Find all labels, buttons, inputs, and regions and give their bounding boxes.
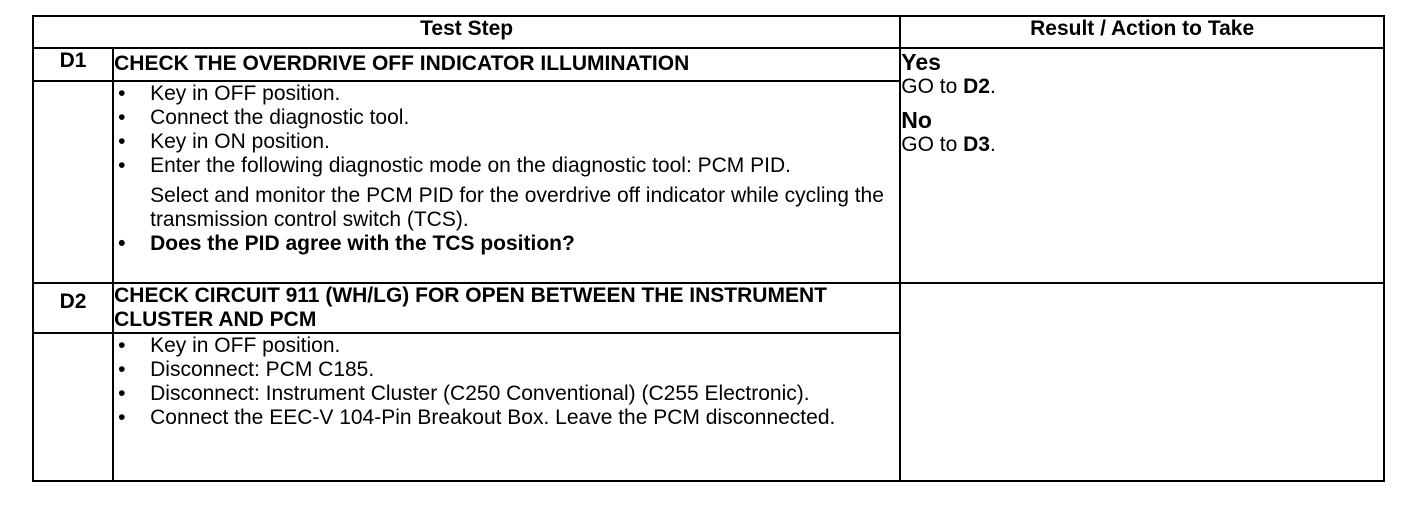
list-item: • Enter the following diagnostic mode on the diagnostic tool: PCM PID. bbox=[114, 154, 899, 178]
step-id-d1: D1 bbox=[33, 48, 113, 81]
step-d2-title-row bbox=[33, 283, 1384, 333]
table-header-row bbox=[33, 16, 1384, 48]
result-no-target: D3 bbox=[963, 133, 990, 156]
list-item: • Key in ON position. bbox=[114, 130, 899, 154]
step-d1-question: • Does the PID agree with the TCS position? bbox=[114, 232, 899, 256]
list-item: • Disconnect: Instrument Cluster (C250 Conventional) (C255 Electronic). bbox=[114, 382, 849, 406]
step-body-d1 bbox=[113, 81, 900, 283]
step-title-d1: CHECK THE OVERDRIVE OFF INDICATOR ILLUMINATION bbox=[113, 48, 900, 81]
result-yes-action: GO to D2. bbox=[901, 75, 996, 98]
step-d2-bullet-list bbox=[114, 334, 849, 430]
header-result-action: Result / Action to Take bbox=[900, 16, 1384, 48]
list-item: • Key in OFF position. bbox=[114, 82, 899, 106]
result-cell-d1 bbox=[900, 48, 1384, 283]
result-no-label: No bbox=[901, 107, 932, 133]
step-d1-paragraph: Select and monitor the PCM PID for the overdrive off indicator while cycling the transmission control switch (TCS). bbox=[150, 184, 884, 231]
list-item: • Connect the EEC-V 104-Pin Breakout Box. Leave the PCM disconnected. bbox=[114, 406, 849, 430]
step-d1-question-list bbox=[114, 232, 899, 256]
diagnostic-table bbox=[32, 15, 1385, 482]
result-yes-target: D2 bbox=[963, 75, 990, 98]
result-no-action: GO to D3. bbox=[901, 133, 996, 156]
step-d2-id-spacer bbox=[33, 333, 113, 481]
header-test-step: Test Step bbox=[33, 16, 900, 48]
list-item: • Key in OFF position. bbox=[114, 334, 849, 358]
step-body-d2 bbox=[113, 333, 900, 481]
step-d1-id-spacer bbox=[33, 81, 113, 283]
result-yes-label: Yes bbox=[901, 49, 941, 75]
result-cell-d2 bbox=[900, 283, 1384, 481]
step-d1-bullet-list bbox=[114, 82, 899, 178]
list-item: • Disconnect: PCM C185. bbox=[114, 358, 849, 382]
step-title-d2: CHECK CIRCUIT 911 (WH/LG) FOR OPEN BETWEEN THE INSTRUMENT CLUSTER AND PCM bbox=[113, 283, 900, 333]
list-item: • Connect the diagnostic tool. bbox=[114, 106, 899, 130]
step-d1-title-row bbox=[33, 48, 1384, 81]
step-id-d2: D2 bbox=[33, 283, 113, 333]
